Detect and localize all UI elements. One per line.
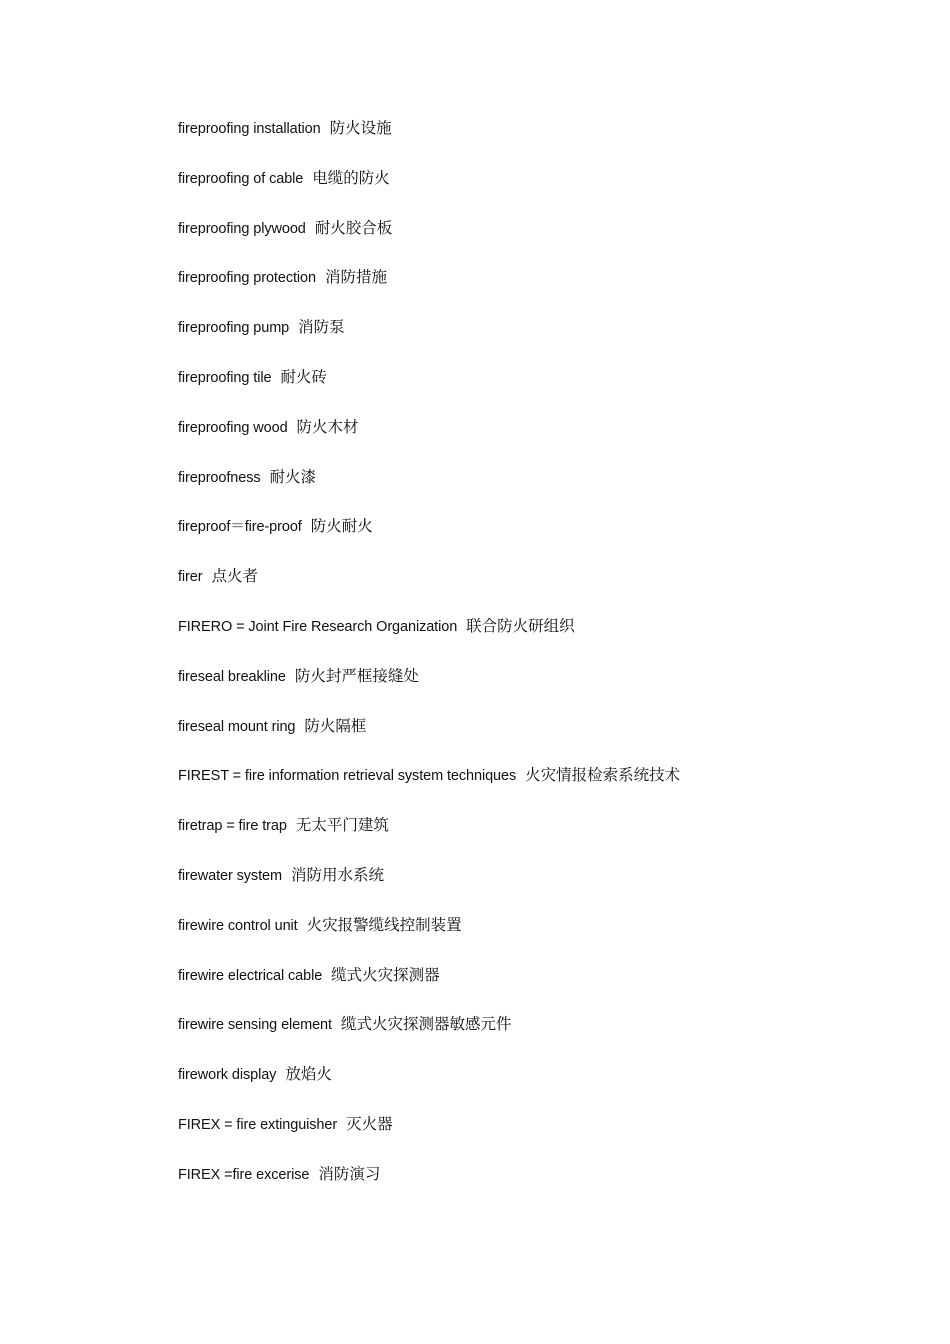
entry-term: fireproof＝fire-proof <box>178 519 302 536</box>
entry-term: fireproofing tile <box>178 369 272 386</box>
entry-term: fireseal breakline <box>178 668 286 685</box>
entry-translation: 耐火砖 <box>280 367 327 386</box>
entry-term: firetrap = fire trap <box>178 818 287 835</box>
entry-translation: 点火者 <box>211 567 258 586</box>
entry-term: fireproofing plywood <box>178 220 306 237</box>
entry-term: fireproofing pump <box>178 320 290 337</box>
glossary-entry <box>178 163 898 213</box>
entry-term: FIRERO = Joint Fire Research Organization <box>178 618 458 635</box>
glossary-entry <box>178 1109 898 1159</box>
entry-term: firewire control unit <box>178 917 298 934</box>
glossary-entry <box>178 711 898 761</box>
entry-term: firer <box>178 569 203 586</box>
entry-term: FIREX = fire extinguisher <box>178 1116 338 1133</box>
glossary-entry <box>178 860 898 910</box>
entry-translation: 无太平门建筑 <box>295 816 389 835</box>
glossary-entry <box>178 412 898 462</box>
glossary-entry <box>178 1059 898 1109</box>
glossary-entry <box>178 611 898 661</box>
glossary-entry <box>178 213 898 263</box>
glossary-entry <box>178 561 898 611</box>
entry-translation: 消防泵 <box>298 318 345 337</box>
entry-translation: 消防措施 <box>324 268 387 287</box>
entry-term: fireproofing of cable <box>178 170 304 187</box>
glossary-entry <box>178 511 898 561</box>
glossary-entry <box>178 462 898 512</box>
entry-term: FIREX =fire excerise <box>178 1166 310 1183</box>
entry-translation: 消防演习 <box>318 1164 381 1183</box>
entry-term: firewater system <box>178 867 282 884</box>
entry-translation: 防火隔框 <box>304 716 367 735</box>
entry-translation: 电缆的防火 <box>312 168 390 187</box>
entry-term: firewire sensing element <box>178 1017 332 1034</box>
glossary-list <box>178 113 898 1209</box>
entry-translation: 防火木材 <box>296 417 359 436</box>
entry-term: FIREST = fire information retrieval system techniques <box>178 768 517 785</box>
entry-translation: 缆式火灾探测器 <box>331 965 440 984</box>
glossary-entry <box>178 810 898 860</box>
entry-translation: 联合防火研组织 <box>466 616 575 635</box>
entry-translation: 防火封严框接缝处 <box>294 666 419 685</box>
entry-term: firework display <box>178 1067 277 1084</box>
glossary-entry <box>178 1159 898 1209</box>
glossary-entry <box>178 910 898 960</box>
glossary-entry <box>178 760 898 810</box>
entry-translation: 防火设施 <box>329 119 392 137</box>
entry-translation: 火灾情报检索系统技术 <box>525 766 681 785</box>
entry-term: fireproofness <box>178 469 261 486</box>
entry-translation: 灭火器 <box>346 1114 393 1133</box>
entry-translation: 耐火漆 <box>269 467 317 486</box>
entry-translation: 耐火胶合板 <box>314 218 393 237</box>
entry-term: fireproofing installation <box>178 121 321 137</box>
entry-translation: 消防用水系统 <box>290 865 384 884</box>
glossary-entry <box>178 312 898 362</box>
entry-term: fireproofing wood <box>178 419 288 436</box>
glossary-entry <box>178 113 898 163</box>
entry-term: fireproofing protection <box>178 270 316 287</box>
glossary-entry <box>178 661 898 711</box>
glossary-entry <box>178 1009 898 1059</box>
glossary-entry <box>178 262 898 312</box>
entry-term: firewire electrical cable <box>178 967 323 984</box>
glossary-entry <box>178 362 898 412</box>
entry-translation: 放焰火 <box>285 1065 332 1084</box>
entry-translation: 防火耐火 <box>310 517 373 536</box>
glossary-entry <box>178 960 898 1010</box>
entry-term: fireseal mount ring <box>178 718 296 735</box>
entry-translation: 火灾报警缆线控制装置 <box>306 915 462 934</box>
entry-translation: 缆式火灾探测器敏感元件 <box>340 1015 512 1034</box>
